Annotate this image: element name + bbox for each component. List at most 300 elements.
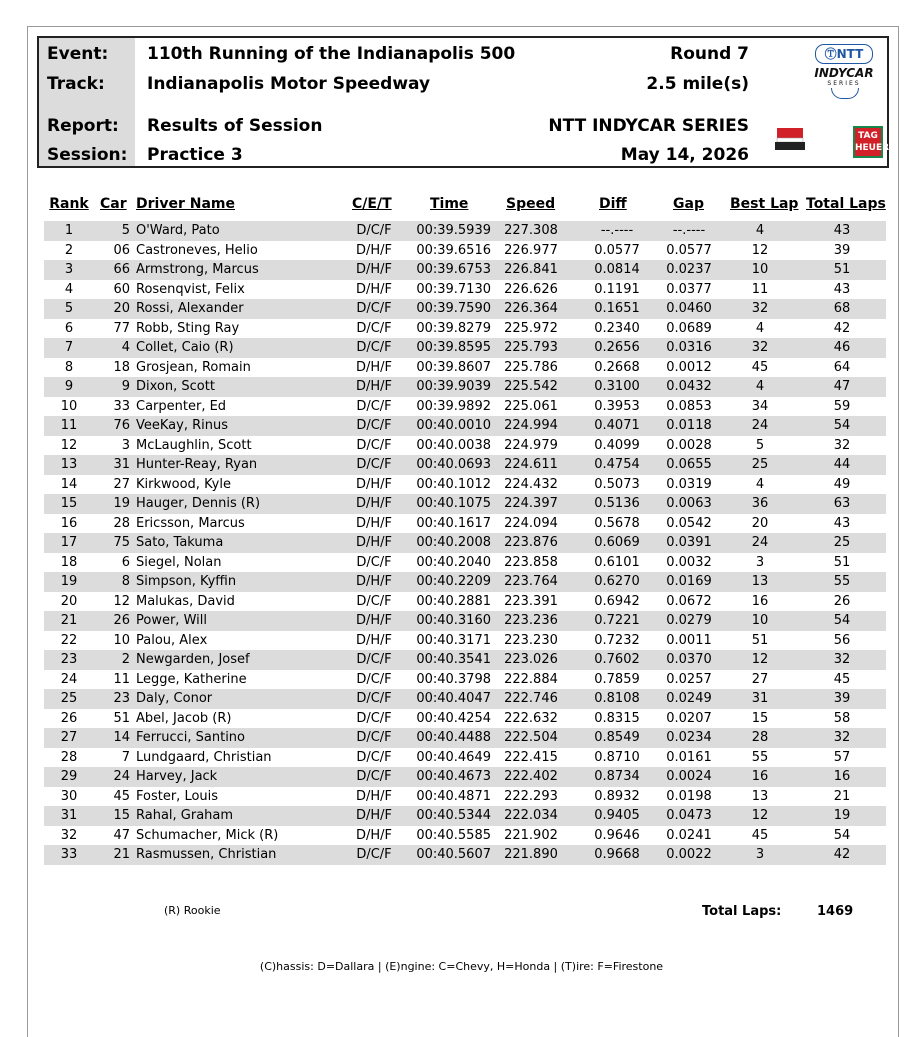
cell-rank: 33 [60,847,78,862]
cell-cet: D/H/F [355,262,393,277]
track-label: Track: [47,74,105,94]
cell-time: 00:40.1075 [416,496,491,511]
cell-rank: 2 [64,242,74,258]
cell-best-lap: 3 [755,554,765,570]
cell-total-laps: 51 [833,554,851,570]
cell-diff: 0.6270 [594,574,640,589]
cell-gap: --.---- [672,223,706,238]
cell-rank: 20 [60,593,78,609]
cell-diff: 0.7859 [594,671,640,687]
cell-best-lap: 24 [751,418,769,433]
cell-diff: 0.2668 [594,359,640,375]
cell-best-lap: 55 [751,749,769,765]
cell-total-laps: 56 [833,632,851,648]
cell-cet: D/C/F [356,691,392,706]
cell-cet: D/C/F [356,437,392,453]
column-driver: Driver Name [136,196,235,212]
ntt-logo-text: ⓉNTT [815,44,873,64]
cell-cet: D/H/F [355,788,393,804]
cell-cet: D/H/F [355,476,393,492]
cell-time: 00:39.5939 [416,223,491,238]
cell-best-lap: 5 [755,437,765,453]
cell-total-laps: 43 [833,515,851,531]
cell-gap: 0.0391 [666,535,712,550]
cell-driver: O'Ward, Pato [136,223,220,238]
table-row [44,280,886,300]
cell-time: 00:40.3160 [416,613,491,628]
cell-best-lap: 20 [751,515,769,531]
cell-cet: D/H/F [355,808,393,823]
cell-total-laps: 44 [833,457,851,472]
cell-time: 00:39.9039 [416,379,491,394]
cell-driver: Rossi, Alexander [136,301,244,316]
cell-speed: 226.841 [504,262,558,277]
cell-cet: D/H/F [355,359,393,375]
cell-rank: 24 [60,671,78,687]
cell-diff: 0.9668 [594,847,640,862]
cell-car: 06 [113,242,130,258]
cell-speed: 226.364 [504,301,558,316]
cell-diff: 0.6069 [594,535,640,550]
cell-total-laps: 42 [833,320,851,336]
session-date: May 14, 2026 [620,145,749,165]
cell-best-lap: 13 [751,574,769,589]
cell-total-laps: 32 [833,652,851,667]
cell-time: 00:40.2008 [416,535,491,550]
cell-time: 00:40.3541 [416,652,491,667]
results-table [44,196,886,862]
cell-car: 2 [121,652,130,667]
cell-speed: 224.432 [504,476,558,492]
cell-total-laps: 43 [833,223,851,238]
cell-total-laps: 43 [833,281,851,297]
cell-cet: D/C/F [356,554,392,570]
cell-speed: 222.632 [504,710,558,726]
cell-rank: 18 [60,554,78,570]
table-header [44,196,886,218]
ntt-indycar-series-logo [813,44,875,98]
cell-speed: 227.308 [504,223,558,238]
table-row [44,514,886,534]
cell-driver: Hunter-Reay, Ryan [136,457,258,472]
cell-cet: D/H/F [355,515,393,531]
cell-best-lap: 34 [751,398,769,414]
cell-cet: D/H/F [355,496,393,511]
cell-driver: VeeKay, Rinus [136,418,228,433]
cell-car: 47 [113,827,130,843]
table-row [44,611,886,631]
cell-cet: D/C/F [356,671,392,687]
cell-diff: 0.5073 [594,476,640,492]
round-number: Round 7 [670,44,749,64]
cell-speed: 222.884 [504,671,558,687]
cell-car: 19 [113,496,130,511]
cell-driver: Kirkwood, Kyle [136,476,231,492]
cell-car: 4 [121,340,130,355]
cell-driver: Abel, Jacob (R) [136,710,232,726]
cell-diff: 0.8710 [594,749,640,765]
cell-speed: 222.402 [504,769,558,784]
cell-speed: 224.611 [504,457,558,472]
cell-speed: 225.542 [504,379,558,394]
cell-time: 00:40.1012 [416,476,491,492]
cell-car: 31 [113,457,130,472]
table-row [44,748,886,768]
cell-rank: 28 [60,749,78,765]
cell-diff: 0.8734 [594,769,640,784]
cell-time: 00:39.7130 [416,281,491,297]
cell-car: 15 [113,808,130,823]
cell-best-lap: 12 [751,242,769,258]
cell-best-lap: 4 [755,320,765,336]
cell-total-laps: 59 [833,398,851,414]
cell-car: 20 [113,301,130,316]
cell-total-laps: 32 [833,437,851,453]
column-rank: Rank [49,196,89,212]
cell-best-lap: 32 [751,340,769,355]
cell-time: 00:40.4673 [416,769,491,784]
cell-gap: 0.0234 [666,730,712,745]
cell-total-laps: 46 [833,340,851,355]
cell-rank: 9 [64,379,74,394]
cell-driver: Power, Will [136,613,207,628]
cell-diff: 0.5678 [594,515,640,531]
cell-car: 7 [121,749,130,765]
table-row [44,572,886,592]
cell-car: 5 [121,223,130,238]
cell-total-laps: 54 [833,613,851,628]
cell-best-lap: 4 [755,476,765,492]
cell-cet: D/C/F [356,301,392,316]
report-label: Report: [47,116,119,136]
cell-gap: 0.0032 [666,554,712,570]
cell-gap: 0.0169 [666,574,712,589]
cell-time: 00:39.8607 [416,359,491,375]
cell-time: 00:40.5344 [416,808,491,823]
series-logo-text: SERIES [827,80,861,87]
cell-gap: 0.0063 [666,496,712,511]
cell-cet: D/C/F [356,320,392,336]
cell-cet: D/C/F [356,418,392,433]
cell-car: 51 [113,710,130,726]
cell-total-laps: 68 [833,301,851,316]
cell-diff: 0.9405 [594,808,640,823]
cell-time: 00:40.4047 [416,691,491,706]
total-laps-label: Total Laps: [702,904,782,919]
column-gap: Gap [673,196,704,212]
cell-rank: 19 [60,574,78,589]
cell-time: 00:40.2040 [416,554,491,570]
cell-gap: 0.0655 [666,457,712,472]
cell-time: 00:40.4488 [416,730,491,745]
cell-time: 00:39.7590 [416,301,491,316]
cell-time: 00:40.4254 [416,710,491,726]
cell-gap: 0.0257 [666,671,712,687]
cell-best-lap: 12 [751,652,769,667]
cell-diff: 0.9646 [594,827,640,843]
cell-gap: 0.0022 [666,847,712,862]
cell-total-laps: 45 [833,671,851,687]
column-diff: Diff [599,196,627,212]
cell-driver: Rahal, Graham [136,808,234,823]
indycar-logo-text: INDYCAR [814,66,874,80]
cell-driver: Rosenqvist, Felix [136,281,245,297]
cell-cet: D/C/F [356,398,392,414]
cell-gap: 0.0689 [666,320,712,336]
cell-cet: D/C/F [356,769,392,784]
cell-rank: 12 [60,437,78,453]
table-row [44,241,886,261]
results-page [27,26,899,1037]
cell-time: 00:39.6753 [416,262,491,277]
cell-rank: 31 [60,808,78,823]
track-name: Indianapolis Motor Speedway [147,74,431,94]
total-laps-value: 1469 [817,904,854,919]
cell-cet: D/H/F [355,632,393,648]
shield-icon [831,88,859,99]
cell-time: 00:40.2209 [416,574,491,589]
cell-cet: D/C/F [356,847,392,862]
cell-rank: 29 [60,769,78,784]
cell-diff: --.---- [600,223,634,238]
cell-cet: D/H/F [355,535,393,550]
cell-gap: 0.0577 [666,242,712,258]
cell-time: 00:40.0010 [416,418,491,433]
cell-diff: 0.7232 [594,632,640,648]
table-row [44,689,886,709]
cell-best-lap: 28 [751,730,769,745]
cell-speed: 223.876 [504,535,558,550]
cell-driver: Ericsson, Marcus [136,515,245,531]
cell-rank: 8 [64,359,74,375]
cell-car: 27 [113,476,130,492]
cell-best-lap: 13 [751,788,769,804]
table-row [44,416,886,436]
cell-cet: D/H/F [355,613,393,628]
indycar-flag-icon [773,126,807,152]
cell-speed: 223.391 [504,593,558,609]
cell-driver: Dixon, Scott [136,379,215,394]
cell-total-laps: 39 [833,691,851,706]
cell-cet: D/C/F [356,730,392,745]
cell-cet: D/C/F [356,710,392,726]
cell-driver: Rasmussen, Christian [136,847,277,862]
cell-rank: 22 [60,632,78,648]
table-row [44,260,886,280]
cell-speed: 225.061 [504,398,558,414]
cell-time: 00:40.4871 [416,788,491,804]
cell-cet: D/C/F [356,749,392,765]
table-row [44,221,886,241]
cell-speed: 223.230 [504,632,558,648]
cell-best-lap: 12 [751,808,769,823]
cell-diff: 0.2340 [594,320,640,336]
cell-time: 00:40.0693 [416,457,491,472]
cell-cet: D/C/F [356,593,392,609]
cell-rank: 16 [60,515,78,531]
cet-legend: (C)hassis: D=Dallara | (E)ngine: C=Chevy, H=Honda | (T)ire: F=Firestone [259,960,664,973]
cell-total-laps: 49 [833,476,851,492]
cell-driver: Schumacher, Mick (R) [136,827,279,843]
table-row [44,455,886,475]
table-row [44,631,886,651]
cell-total-laps: 16 [833,769,851,784]
cell-diff: 0.4099 [594,437,640,453]
cell-speed: 224.094 [504,515,558,531]
cell-cet: D/H/F [355,827,393,843]
cell-car: 60 [113,281,130,297]
cell-diff: 0.4754 [594,457,640,472]
cell-speed: 225.786 [504,359,558,375]
table-row [44,728,886,748]
cell-gap: 0.0542 [666,515,712,531]
cell-best-lap: 4 [755,379,765,394]
column-speed: Speed [506,196,556,212]
cell-best-lap: 4 [755,223,765,238]
cell-driver: Ferrucci, Santino [136,730,245,745]
cell-car: 75 [113,535,130,550]
cell-rank: 21 [60,613,78,628]
cell-driver: Siegel, Nolan [136,554,222,570]
session-name: Practice 3 [147,145,243,165]
cell-car: 6 [121,554,130,570]
cell-gap: 0.0161 [666,749,712,765]
cell-total-laps: 54 [833,418,851,433]
cell-diff: 0.5136 [594,496,640,511]
cell-time: 00:40.3798 [416,671,491,687]
cell-cet: D/C/F [356,340,392,355]
cell-rank: 11 [60,418,78,433]
cell-driver: Castroneves, Helio [136,242,258,258]
cell-speed: 223.026 [504,652,558,667]
cell-car: 9 [121,379,130,394]
cell-driver: Carpenter, Ed [136,398,227,414]
cell-gap: 0.0198 [666,788,712,804]
cell-gap: 0.0853 [666,398,712,414]
cell-cet: D/C/F [356,223,392,238]
cell-speed: 225.793 [504,340,558,355]
cell-gap: 0.0012 [666,359,712,375]
cell-total-laps: 25 [833,535,851,550]
table-row [44,709,886,729]
cell-diff: 0.2656 [594,340,640,355]
column-total-laps: Total Laps [806,196,886,212]
event-label: Event: [47,44,109,64]
tag-heuer-logo: TAG HEUER [853,126,883,158]
cell-driver: Hauger, Dennis (R) [136,496,261,511]
cell-best-lap: 11 [751,281,769,297]
cell-cet: D/H/F [355,242,393,258]
cell-diff: 0.6942 [594,593,640,609]
table-row [44,436,886,456]
cell-total-laps: 57 [833,749,851,765]
cell-speed: 225.972 [504,320,558,336]
cell-driver: Foster, Louis [136,788,219,804]
cell-best-lap: 32 [751,301,769,316]
cell-rank: 32 [60,827,78,843]
cell-total-laps: 47 [833,379,851,394]
cell-speed: 223.858 [504,554,558,570]
cell-car: 66 [113,262,130,277]
cell-car: 11 [113,671,130,687]
cell-speed: 223.236 [504,613,558,628]
cell-time: 00:40.3171 [416,632,491,648]
cell-diff: 0.3953 [594,398,640,414]
cell-car: 76 [113,418,130,433]
cell-time: 00:39.8595 [416,340,491,355]
session-header [37,36,889,168]
cell-car: 77 [113,320,130,336]
cell-driver: Newgarden, Josef [136,652,250,667]
cell-car: 8 [121,574,130,589]
rookie-note: (R) Rookie [164,904,221,917]
cell-gap: 0.0432 [666,379,712,394]
cell-time: 00:39.9892 [416,398,491,414]
cell-gap: 0.0249 [666,691,712,706]
column-time: Time [430,196,469,212]
table-row [44,553,886,573]
cell-diff: 0.0577 [594,242,640,258]
cell-rank: 4 [64,281,74,297]
cell-best-lap: 51 [751,632,769,648]
table-row [44,826,886,846]
table-row [44,670,886,690]
cell-rank: 30 [60,788,78,804]
cell-car: 10 [113,632,130,648]
cell-diff: 0.4071 [594,418,640,433]
cell-speed: 222.746 [504,691,558,706]
cell-car: 18 [113,359,130,375]
cell-speed: 222.293 [504,788,558,804]
table-row [44,397,886,417]
cell-speed: 221.902 [504,827,558,843]
cell-total-laps: 26 [833,593,851,609]
cell-speed: 224.979 [504,437,558,453]
session-label: Session: [47,145,128,165]
cell-rank: 3 [64,262,74,277]
cell-total-laps: 19 [833,808,851,823]
cell-speed: 224.397 [504,496,558,511]
cell-best-lap: 16 [751,769,769,784]
cell-total-laps: 32 [833,730,851,745]
table-row [44,377,886,397]
cell-cet: D/H/F [355,574,393,589]
cell-time: 00:40.5585 [416,827,491,843]
cell-cet: D/H/F [355,379,393,394]
table-row [44,494,886,514]
cell-car: 24 [113,769,130,784]
cell-rank: 25 [60,691,78,706]
cell-gap: 0.0118 [666,418,712,433]
cell-time: 00:39.8279 [416,320,491,336]
cell-driver: Armstrong, Marcus [136,262,259,277]
cell-car: 45 [113,788,130,804]
cell-total-laps: 55 [833,574,851,589]
cell-speed: 226.626 [504,281,558,297]
cell-total-laps: 21 [833,788,851,804]
table-row [44,650,886,670]
cell-gap: 0.0370 [666,652,712,667]
cell-gap: 0.0460 [666,301,712,316]
cell-gap: 0.0028 [666,437,712,453]
table-row [44,787,886,807]
table-row [44,299,886,319]
cell-rank: 23 [60,652,78,667]
cell-best-lap: 10 [751,262,769,277]
cell-gap: 0.0316 [666,340,712,355]
cell-car: 3 [121,437,130,453]
cell-car: 12 [113,593,130,609]
